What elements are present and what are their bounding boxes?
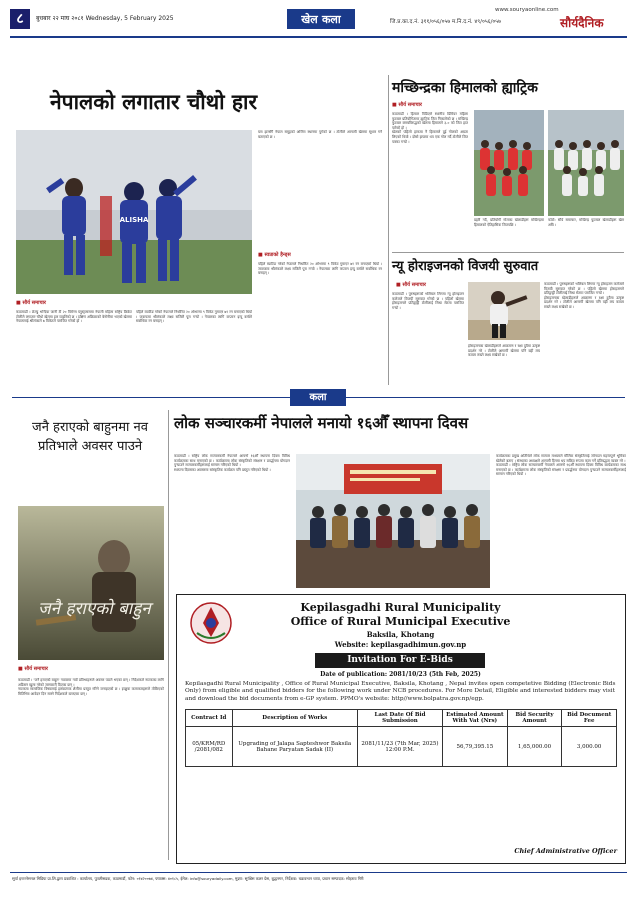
story-body-right <box>258 130 382 240</box>
ad-signature: Chief Administrative Officer <box>514 847 617 855</box>
event-photo <box>296 454 490 588</box>
paragraph: होराइजनका खेलाडीहरूले आक्रमण र रक्षा दुवैमा उत्कृष्ट प्रदर्शन गरे । टोलीले आगामी खेलमा पनि यही लय कायम राख्ने लक्ष्य राखेको छ । <box>544 295 624 309</box>
byline-marker-icon: ■ <box>392 102 399 108</box>
horizon-photo <box>468 282 540 340</box>
brand-logo: सौर्यदैनिक <box>560 16 604 30</box>
byline: ■ सौर्य समाचार <box>396 282 426 288</box>
column-divider-2 <box>168 410 169 860</box>
byline: ■ सौर्य समाचार <box>18 666 48 672</box>
column-header: Last Date Of Bid Submission <box>357 710 442 727</box>
column-header: Bid Document Fee <box>562 710 617 727</box>
paragraph: काठमाडौं । पुरुषहरूको भलिबल लिगमा न्यू होराइजन कलेजले विजयी सुरुवात गरेको छ । पहिलो खेलमा होराइजनले प्रतिद्वन्द्वी टोलीलाई सिधा सेटमा पराजित गर्‍यो । <box>544 282 624 296</box>
headline: मच्छिन्द्रका हिमालको ह्याट्रिक <box>392 80 538 96</box>
ad-banner: Invitation For E-Bids <box>315 653 485 668</box>
table-header-row <box>186 710 617 727</box>
paragraph: काठमाडौं । राष्ट्रिय लोक सञ्चारकर्मी नेपालले आफ्नो १६औँ स्थापना दिवस विविध कार्यक्रमका साथ मनाएको छ । कार्यक्रममा लोक संस्कृतिको संरक्षण र प्रवर्द्धनमा योगदान पुर्‍याउने सञ्चारकर्मीहरूलाई सम्मान गरिएको थियो । <box>496 463 626 477</box>
column-header: Description of Works <box>232 710 357 727</box>
cricket-photo <box>16 130 252 294</box>
ad-title-1: Kepilasgadhi Rural Municipality <box>300 601 501 614</box>
bid-table <box>185 709 617 767</box>
paragraph: काठमाडौं । पुरुषहरूको भलिबल लिगमा न्यू होराइजन कलेजले विजयी सुरुवात गरेको छ । पहिलो खेलमा होराइजनले प्रतिद्वन्द्वी टोलीलाई सिधा सेटमा पराजित गर्‍यो । <box>392 292 464 310</box>
story-himal <box>392 78 624 250</box>
poster-title: जनै हराएको बाहुन <box>38 599 151 619</box>
paragraph: कार्यक्रमका प्रमुख अतिथिले लोक सञ्चार माध्यमले मौलिक संस्कृतिलाई जोगाउन महत्त्वपूर्ण भूमिका खेलेको बताए । संस्थाका अध्यक्षले आगामी दिनमा थप सक्रिय रूपमा काम गर्ने प्रतिबद्धता व्यक्त गरे । <box>496 454 626 463</box>
story-body-right <box>496 454 626 586</box>
ad-publication-date: Date of publication: 2081/10/23 (5th Feb, 2025) <box>320 671 481 678</box>
dateline: बुधबार २२ माघ २०८१ Wednesday, 5 February 2025 <box>36 15 174 22</box>
table-cell: 05/KRM/RD /2081/082 <box>186 727 233 767</box>
photo-caption-2: फोटो: सौर्य समाचार, मच्छिन्द्र फुटबल खेलाडीहरू खेल अघि । <box>548 218 624 227</box>
paragraph: नाटकमा सामाजिक विषयलाई हास्यात्मक शैलीमा प्रस्तुत गरिने जनाइएको छ । इच्छुक कलाकारहरूले तोकिएको मितिभित्र आवेदन दिन सक्ने निर्देशकले बताएका छन् । <box>18 687 164 696</box>
table-cell: 1,65,000.00 <box>507 727 562 767</box>
story-body-left <box>16 310 132 382</box>
football-photo-2 <box>548 110 624 216</box>
masthead <box>0 0 637 40</box>
ad-address: Baksila, Khotang <box>366 630 435 639</box>
paragraph: पहिले ब्याटिङ गरेको नेपालले निर्धारित २० ओभरमा ९ विकेट गुमाएर ७१ रन बनाएको थियो । जवाफमा श्रीलंकाले लक्ष्य सजिलै पूरा गर्‍यो । नेपालका लागि कप्तान इन्दु बर्माले सर्वाधिक रन बनाइन् । <box>258 262 382 276</box>
story-lok <box>172 410 628 588</box>
story-janai <box>12 410 164 860</box>
paragraph: यस हारसँगै नेपाल समूहको अन्तिम स्थानमा पुगेको छ । टोलीले आगामी खेलमा सुधार गर्ने बताएको छ । <box>258 130 382 139</box>
photo-caption-1: प्रहरी गर्दै, प्रतियोगी गोलका खेलाडीहरू मच्छिन्द्रमा हिमालको ऐतिहासिक जितपछि । <box>474 218 544 227</box>
table-cell: Upgrading of Jalapa Sapteshwor Baksila Bahane Paryatan Sadak (II) <box>232 727 357 767</box>
subhead-marker-icon: ■ <box>258 252 265 258</box>
byline-marker-icon: ■ <box>396 282 403 288</box>
football-photo-1 <box>474 110 544 216</box>
story-body-right-2 <box>258 262 382 382</box>
section-label-art: कला <box>321 13 341 26</box>
story-body-right <box>544 282 624 384</box>
website[interactable]: www.souryaonline.com <box>495 7 559 13</box>
paragraph: काठमाडौं । हिमाल पिडिएले स्थानीय प्रिमियर महिला फुटबल प्रतियोगितामा ह्याट्रिक जित निकालेको छ । मच्छिन्द्र फुटबल क्लबविरुद्धको खेलमा हिमालले ३-० को जित हात पारेको हो । <box>392 112 468 130</box>
paragraph: काठमाडौं । फ्रेण्डु भन्दिया जानी टी २० विमेन्स ब्लुस्ट्रलासमा नेपाली महिला राष्ट्रिय क्रिकेट टोलीले लगातार चौथो खेलमा हार व्यहोरेको छ । दक्षिण अफ्रिकाको बेनोनीमा भएको खेलमा नेपाललाई श्रीलंकाले ७ विकेटले पराजित गरेको हो । <box>16 310 132 324</box>
story-body <box>392 112 468 248</box>
paragraph: काठमाडौं । 'जनै हराएको बाहुन' नाटकमा नयाँ प्रतिभाहरूले अवसर पाउने भएका छन् । निर्देशकले नाटकका लागि अडिसन खुला गरेको जानकारी दिएका छन् । <box>18 678 164 687</box>
paragraph: स्थापना दिवसका अवसरमा सांस्कृतिक कार्यक्रम पनि प्रस्तुत गरिएको थियो । <box>174 467 271 472</box>
section-label <box>287 9 355 29</box>
headline: लोक सञ्चारकर्मी नेपालले मनायो १६औँ स्थापना दिवस <box>174 414 469 432</box>
story-cricket <box>14 78 384 388</box>
registration-number: जि.प्र.का.द.नं. ३११/०५६/०५७ म.नि.द.नं. ४९/०५६/०५७ <box>390 19 502 25</box>
ebid-advertisement <box>176 594 626 864</box>
headline: न्यू होराइजनको विजयी सुरुवात <box>392 259 539 274</box>
byline-marker-icon: ■ <box>16 300 23 306</box>
kala-banner: कला <box>290 389 346 406</box>
poster-image <box>18 506 164 660</box>
table-row <box>186 727 617 767</box>
paragraph: होराइजनका खेलाडीहरूले आक्रमण र रक्षा दुवैमा उत्कृष्ट प्रदर्शन गरे । टोलीले आगामी खेलमा पनि यही लय कायम राख्ने लक्ष्य राखेको छ । <box>468 344 540 358</box>
story-body <box>18 678 164 854</box>
ad-website[interactable]: Website: kepilasgadhimun.gov.np <box>334 640 467 649</box>
column-header: Contract Id <box>186 710 233 727</box>
table-cell: 3,000.00 <box>562 727 617 767</box>
table-cell: 2081/11/23 (7th Mar, 2025) 12:00 P.M. <box>357 727 442 767</box>
horizontal-divider <box>392 252 624 253</box>
bottom-rule <box>10 872 627 873</box>
paragraph: पहिले ब्याटिङ गरेको नेपालले निर्धारित २० ओभरमा ९ विकेट गुमाएर ७१ रन बनाएको थियो । जवाफमा श्रीलंकाले लक्ष्य सजिलै पूरा गर्‍यो । नेपालका लागि कप्तान इन्दु बर्माले सर्वाधिक रन बनाइन् । <box>136 310 252 324</box>
byline: ■ सौर्य समाचार <box>392 102 422 108</box>
subhead: ■ स्वप्नाको हैन्ड्स <box>258 252 291 258</box>
table-cell: 56,79,395.15 <box>442 727 507 767</box>
column-divider <box>388 75 389 385</box>
jersey-name: ALISHA <box>119 216 149 224</box>
column-header: Estimated Amount With Vat (Nrs) <box>442 710 507 727</box>
paragraph: खेलको पहिलो हाफमा नै हिमालले दुई गोलको अग्रता लिएको थियो । दोस्रो हाफमा थप एक गोल गर्दै टोलीले जित पक्का गर्‍यो । <box>392 130 468 144</box>
paragraph: काठमाडौं । राष्ट्रिय लोक सञ्चारकर्मी नेपालले आफ्नो १६औँ स्थापना दिवस विविध कार्यक्रमका साथ मनाएको छ । कार्यक्रममा लोक संस्कृतिको संरक्षण र प्रवर्द्धनमा योगदान पुर्‍याउने सञ्चारकर्मीहरूलाई सम्मान गरिएको थियो । <box>174 454 290 468</box>
story-body-left <box>392 292 464 384</box>
top-rule <box>10 36 627 38</box>
ad-intro: Kepilasgadhi Rural Municipality , Office of Rural Municipal Executive, Baksila, Khotang , Nepal invites open competetive Bidding (Electronic Bids Only) from eligible and qualified bidders for the following work under NCB procedures. For More Detail, Eligible and interested bidders may visit and download the bid documents from e-GP system. PPMO's website: http//www.bolpatra.gov.np/egp. <box>185 681 616 702</box>
column-header: Bid Security Amount <box>507 710 562 727</box>
section-label-sport: खेल <box>301 13 318 26</box>
ad-title-2: Office of Rural Municipal Executive <box>290 615 511 628</box>
byline: ■ सौर्य समाचार <box>16 300 46 306</box>
footer-imprint: सूर्या इन्टरनेसनल मिडिया प्रा.लि.द्वारा प्रकाशित : कार्यालय, पुतलीसडक, काठमाडौं, फोन: ०१४२००७४, फ्याक्स: ४०१८५, ईमेल: info@souryadaily.com, मुद्रण: सूर्यबेस कलर प्रेस, बुद्धनगर, निर्देशक: चक्रवन्धन थापा, प्रधान सम्पादक: सोहराव गिरी <box>12 876 364 881</box>
headline: नेपालको लगातार चौथो हार <box>50 90 258 114</box>
story-body-mid <box>468 344 540 384</box>
story-body-left <box>174 454 290 586</box>
story-body-mid <box>136 310 252 382</box>
page-number: ८ <box>10 9 30 29</box>
byline-marker-icon: ■ <box>18 666 25 672</box>
headline: जनै हराएको बाहुनमा नव प्रतिभाले अवसर पाउने <box>32 420 148 454</box>
story-horizon <box>392 256 624 386</box>
